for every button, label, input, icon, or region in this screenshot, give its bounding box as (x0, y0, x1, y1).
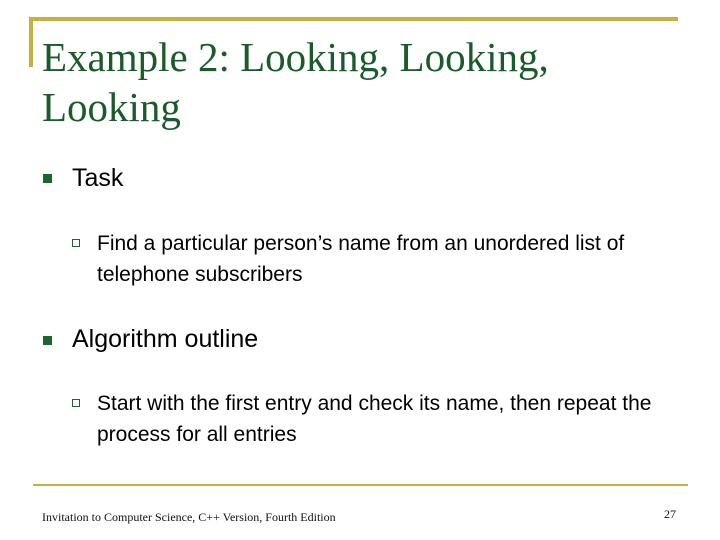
bullet-text: Task (72, 164, 124, 192)
bullet-square-icon (43, 336, 52, 345)
footer-text: Invitation to Computer Science, C++ Version, Fourth Edition (42, 510, 336, 524)
sub-bullet-text: Find a particular person’s name from an unordered list of telephone subscribers (97, 232, 625, 286)
sub-bullet-square-icon (72, 399, 80, 407)
title-frame-left-rule (29, 17, 33, 67)
page-number: 27 (664, 507, 676, 521)
sub-bullet-square-icon (72, 239, 80, 247)
slide-title: Example 2: Looking, Looking, Looking (42, 34, 549, 130)
footer-rule (33, 484, 688, 486)
title-frame-top-rule (30, 17, 678, 21)
bullet-square-icon (43, 174, 52, 183)
sub-bullet-text: Start with the first entry and check its name, then repeat the process for all entries (97, 392, 652, 446)
bullet-text: Algorithm outline (72, 325, 259, 353)
